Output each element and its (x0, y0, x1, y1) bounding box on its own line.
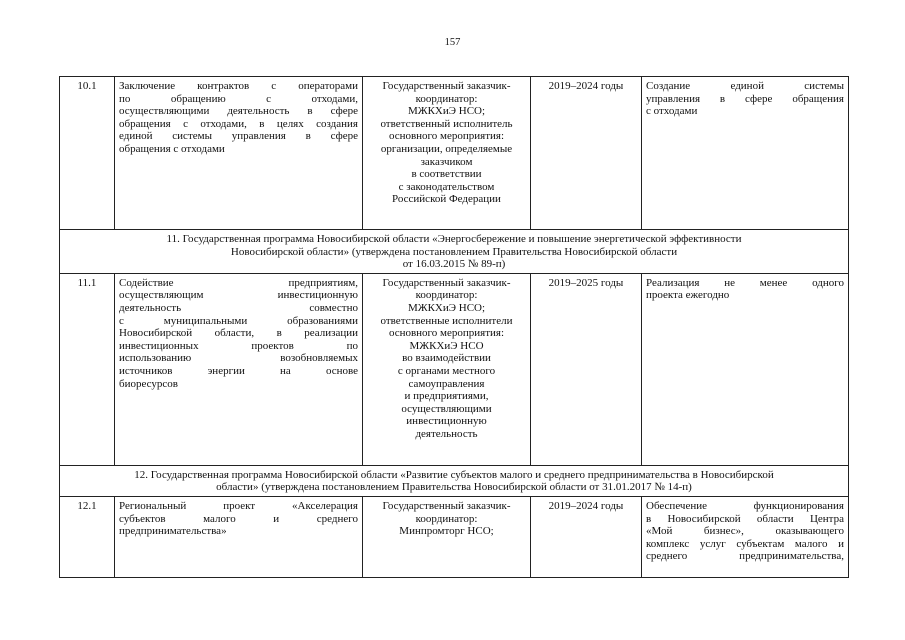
responsible-line: самоуправления (408, 377, 485, 390)
table-row (60, 273, 849, 465)
section-row (60, 230, 849, 274)
event-line: Заключение контрактов с операторами (119, 80, 358, 92)
event-line: обращения с отходами (119, 142, 225, 155)
row-number: 11.1 (60, 273, 115, 465)
page-number: 157 (444, 37, 461, 48)
table-row (60, 496, 849, 577)
responsible-line: организации, определяемые (380, 142, 513, 155)
event-line: Региональный проект «Акселерация (119, 499, 358, 512)
result-line: Обеспечение функционирования (646, 499, 844, 512)
responsible-line: ответственный исполнитель (380, 117, 513, 130)
responsible-line: Государственный заказчик- (382, 276, 511, 289)
event-line: с муниципальными образованиями (119, 314, 358, 327)
event-line: предпринимательства» (119, 525, 227, 538)
result-line: Реализация не менее одного (646, 276, 844, 289)
result-line: в Новосибирской области Центра (646, 512, 844, 525)
responsible-line: ответственные исполнители (380, 314, 513, 327)
responsible-line: МЖКХиЭ НСО (409, 339, 484, 352)
event-line: инвестиционных проектов по (119, 339, 358, 352)
result-line: комплекс услуг субъектам малого и (646, 537, 844, 550)
result-line: «Мой бизнес», оказывающего (646, 525, 844, 538)
event-line: использованию возобновляемых (119, 352, 358, 365)
result-line: с отходами (646, 105, 698, 118)
responsible-cell (363, 273, 531, 465)
responsible-line: МЖКХиЭ НСО; (407, 301, 486, 314)
responsible-line: и предприятиями, (404, 390, 489, 403)
result-line: Создание единой системы (646, 80, 844, 92)
event-line: Содействие предприятиям, (119, 276, 358, 289)
result-line: управления в сфере обращения (646, 92, 844, 105)
result-cell (642, 496, 849, 577)
event-line: обращения с отходами, в целях создания (119, 117, 358, 130)
responsible-line: координатор: (415, 92, 478, 105)
event-cell (115, 77, 363, 230)
responsible-line: с органами местного (397, 364, 496, 377)
event-cell (115, 273, 363, 465)
responsible-line: инвестиционную (406, 415, 487, 428)
event-line: осуществляющими деятельность в сфере (119, 105, 358, 118)
section-heading-line: 12. Государственная программа Новосибирской области «Развитие субъектов малого и среднего предпринимательства в Новосибирской (134, 468, 774, 481)
responsible-cell (363, 77, 531, 230)
event-line: источников энергии на основе (119, 364, 358, 377)
section-heading-line: Новосибирской области» (утверждена постановлением Правительства Новосибирской области (230, 245, 678, 258)
responsible-line: основного мероприятия: (388, 130, 505, 143)
row-number: 12.1 (60, 496, 115, 577)
period-cell: 2019–2025 годы (531, 273, 642, 465)
responsible-line: координатор: (415, 512, 478, 525)
event-line: по обращению с отходами, (119, 92, 358, 105)
measures-table (59, 76, 849, 578)
responsible-line: координатор: (415, 289, 478, 302)
table-row (60, 77, 849, 230)
period-cell: 2019–2024 годы (531, 496, 642, 577)
responsible-line: основного мероприятия: (388, 327, 505, 340)
responsible-line: Государственный заказчик- (382, 499, 511, 512)
responsible-line: Российской Федерации (392, 193, 501, 206)
section-heading-line: 11. Государственная программа Новосибирской области «Энергосбережение и повышение энергетической эффективности (166, 233, 742, 245)
period-cell: 2019–2024 годы (531, 77, 642, 230)
event-line: единой системы управления в сфере (119, 130, 358, 143)
event-line: биоресурсов (119, 377, 178, 390)
result-line: проекта ежегодно (646, 289, 730, 302)
section-row (60, 465, 849, 496)
section-heading (60, 465, 849, 496)
event-line: Новосибирской области, в реализации (119, 327, 358, 340)
section-heading-line: области» (утверждена постановлением Правительства Новосибирской области от 31.01.2017 № 14-п) (216, 481, 692, 494)
row-number: 10.1 (60, 77, 115, 230)
responsible-line: МЖКХиЭ НСО; (407, 105, 486, 118)
responsible-line: в соответствии (411, 168, 482, 181)
responsible-line: осуществляющими (401, 402, 492, 415)
responsible-line: с законодательством (398, 180, 495, 193)
result-line: среднего предпринимательства, (646, 550, 844, 563)
responsible-line: во взаимодействии (402, 352, 491, 365)
responsible-line: заказчиком (420, 155, 473, 168)
responsible-line: Государственный заказчик- (382, 80, 511, 92)
event-line: осуществляющим инвестиционную (119, 289, 358, 302)
result-cell (642, 77, 849, 230)
result-cell (642, 273, 849, 465)
responsible-cell (363, 496, 531, 577)
section-heading (60, 230, 849, 274)
responsible-line: деятельность (415, 427, 478, 440)
event-line: деятельность совместно (119, 301, 358, 314)
responsible-line: Минпромторг НСО; (399, 525, 494, 538)
event-cell (115, 496, 363, 577)
section-heading-line: от 16.03.2015 № 89-п) (402, 258, 506, 271)
event-line: субъектов малого и среднего (119, 512, 358, 525)
